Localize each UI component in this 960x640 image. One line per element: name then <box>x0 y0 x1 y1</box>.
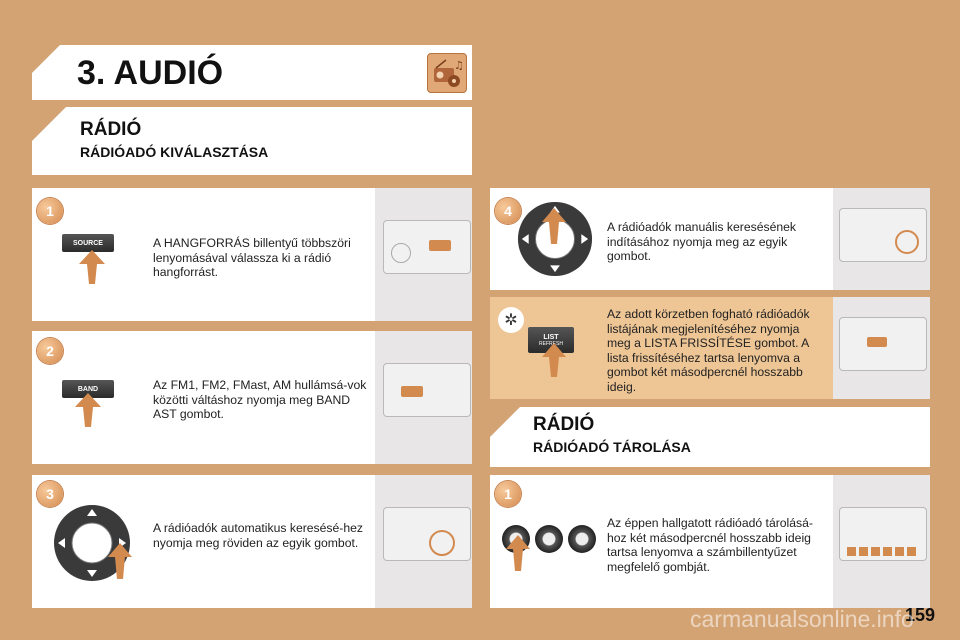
radio-thumbnail <box>375 475 472 608</box>
sun-icon: ✲ <box>498 307 524 333</box>
watermark: carmanualsonline.info <box>690 606 914 632</box>
store-step-text: Az éppen hallgatott rádióadó tárolásá-hoz két másodpercnél hosszabb ideig tartsa lenyomva a számbillentyűzet megfelelő gombját. <box>607 516 813 574</box>
section-select-title: RÁDIÓ <box>80 119 142 140</box>
radio-thumbnail <box>833 297 930 399</box>
list-refresh-panel <box>490 297 930 399</box>
step-2-panel <box>32 331 472 464</box>
list-button-sublabel: REFRESH <box>539 340 563 347</box>
press-arrow-icon <box>79 250 105 284</box>
step-number-badge: 3 <box>37 481 63 507</box>
step-number-badge: 4 <box>495 198 521 224</box>
step-1-text: A HANGFORRÁS billentyű többszöri lenyomásával válassza ki a rádió hangforrást. <box>153 236 351 279</box>
list-button-label: LIST <box>543 333 559 341</box>
step-4-text: A rádióadók manuális keresésének indításához nyomja meg az egyik gombot. <box>607 220 797 263</box>
section-store-title: RÁDIÓ <box>533 414 595 435</box>
step-number-badge: 1 <box>37 198 63 224</box>
step-3-panel <box>32 475 472 608</box>
radio-thumbnail <box>833 188 930 290</box>
music-radio-icon <box>427 53 467 93</box>
press-arrow-icon <box>542 208 566 244</box>
list-refresh-text: Az adott körzetben fogható rádióadók listájának megjelenítéséhez nyomja meg a LISTA FRISSÍTÉSE gombot. A lista frissítéséhez tartsa lenyomva a gombot két másodpercnél hosszabb ideig. <box>607 307 810 394</box>
step-number-badge: 1 <box>495 481 521 507</box>
press-arrow-icon <box>506 535 530 571</box>
preset-button-icon <box>535 525 563 553</box>
step-number-badge: 2 <box>37 338 63 364</box>
page-number: 159 <box>905 605 936 625</box>
step-2-text: Az FM1, FM2, FMast, AM hullámsá-vok közötti váltáshoz nyomja meg BAND AST gombot. <box>153 378 367 421</box>
section-select-subtitle: RÁDIÓADÓ KIVÁLASZTÁSA <box>80 144 269 160</box>
band-button: BAND <box>62 380 114 398</box>
store-step-panel <box>490 475 930 608</box>
section-select-banner <box>32 107 472 175</box>
section-store-subtitle: RÁDIÓADÓ TÁROLÁSA <box>533 439 691 455</box>
step-4-panel <box>490 188 930 290</box>
svg-text:♫: ♫ <box>454 59 464 72</box>
radio-thumbnail <box>375 188 472 321</box>
radio-thumbnail <box>375 331 472 464</box>
step-3-text: A rádióadók automatikus keresésé-hez nyomja meg röviden az egyik gombot. <box>153 521 364 550</box>
press-arrow-icon <box>542 343 566 377</box>
header-banner <box>32 45 472 100</box>
page-title: 3. AUDIÓ <box>77 54 224 92</box>
radio-thumbnail <box>833 475 930 608</box>
press-arrow-icon <box>108 543 132 579</box>
section-store-banner <box>490 407 930 467</box>
preset-button-icon <box>568 525 596 553</box>
source-button: SOURCE <box>62 234 114 252</box>
press-arrow-icon <box>75 393 101 427</box>
step-1-panel <box>32 188 472 321</box>
